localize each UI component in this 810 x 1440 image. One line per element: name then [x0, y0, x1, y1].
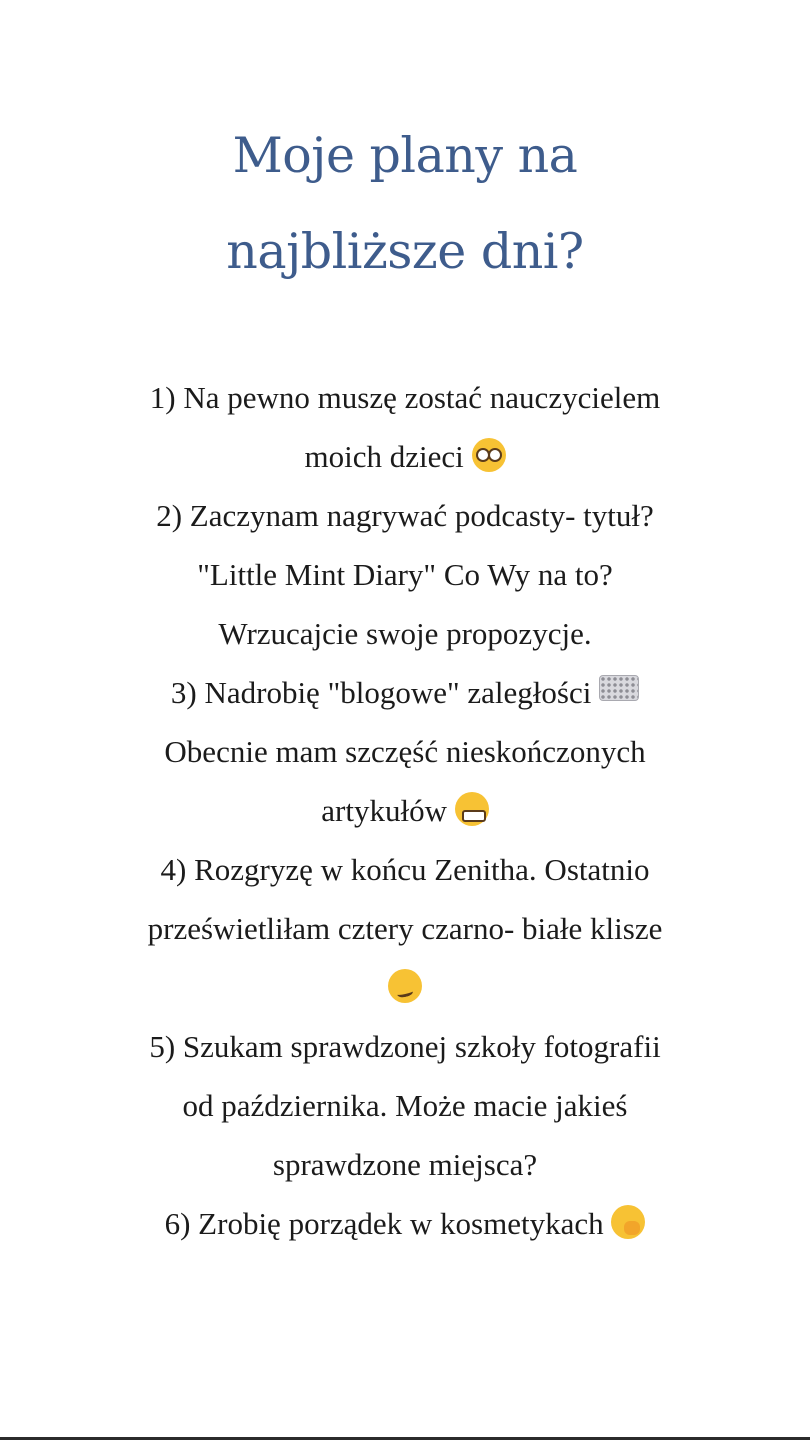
list-item — [60, 958, 750, 1017]
list-item: artykułów — [60, 781, 750, 840]
list-item: 2) Zaczynam nagrywać podcasty- tytuł? — [156, 498, 654, 533]
keyboard-icon — [599, 675, 639, 701]
grimacing-face-icon — [455, 792, 489, 826]
list-item: moich dzieci — [60, 427, 750, 486]
list-item: prześwietliłam cztery czarno- białe klisze — [147, 911, 663, 946]
list-item: od października. Może macie jakieś — [182, 1088, 628, 1123]
title-line-2: najbliższe dni? — [226, 223, 584, 280]
face-with-hand-over-mouth-icon — [611, 1205, 645, 1239]
list-item: Obecnie mam szczęść nieskończonych — [164, 734, 646, 769]
flushed-face-icon — [472, 438, 506, 472]
list-item: 1) Na pewno muszę zostać nauczycielem — [149, 380, 661, 415]
list-item: sprawdzone miejsca? — [272, 1147, 538, 1182]
woozy-face-icon — [388, 969, 422, 1003]
list-item: Wrzucajcie swoje propozycje. — [218, 616, 592, 651]
page-title — [0, 108, 810, 300]
list-item: 3) Nadrobię "blogowe" zaległości — [60, 663, 750, 722]
title-line-1: Moje plany na — [232, 127, 578, 184]
list-item: 6) Zrobię porządek w kosmetykach — [60, 1194, 750, 1253]
list-item: 4) Rozgryzę w końcu Zenitha. Ostatnio — [160, 852, 650, 887]
plans-list — [60, 368, 750, 1253]
list-item: "Little Mint Diary" Co Wy na to? — [197, 557, 613, 592]
list-item: 5) Szukam sprawdzonej szkoły fotografii — [149, 1029, 661, 1064]
